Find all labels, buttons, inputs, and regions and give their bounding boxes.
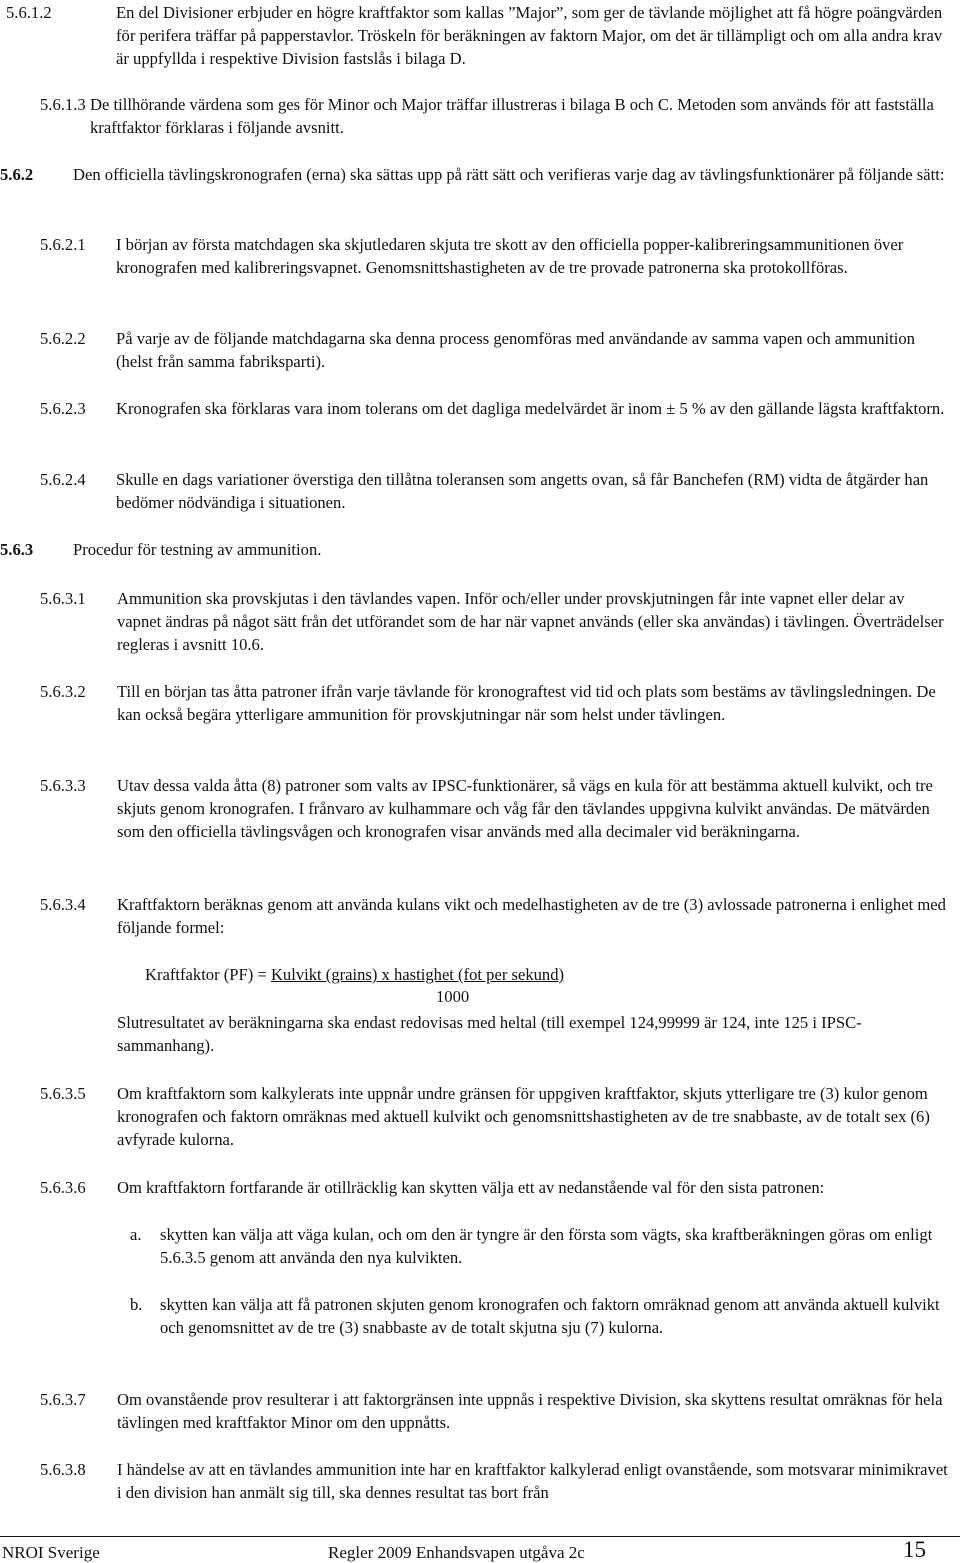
paragraph-text: I händelse av att en tävlandes ammunition inte har en kraftfaktor kalkylerad enligt ovanstående, som motsvarar minimikravet i den division han anmält sig till, ska dennes resultat tas bort från: [117, 1460, 948, 1503]
paragraph-text: På varje av de följande matchdagarna ska denna process genomföras med användande av samma vapen och ammunition (helst från samma fabriksparti).: [116, 329, 915, 372]
section-number: 5.6.3.5: [40, 1084, 86, 1103]
section-number: 5.6.2.2: [40, 329, 86, 348]
section-number: 5.6.1.2: [6, 3, 52, 22]
paragraph-text: Skulle en dags variationer överstiga den tillåtna toleransen som angetts ovan, så får Banchefen (RM) vidta de åtgärder han bedömer nödvändiga i situationen.: [116, 470, 929, 513]
paragraph-text: Procedur för testning av ammunition.: [73, 540, 322, 559]
option-letter: a.: [130, 1225, 142, 1244]
section-number: 5.6.2: [0, 165, 34, 184]
page-number: 15: [903, 1537, 926, 1562]
option-letter: b.: [130, 1295, 143, 1314]
paragraph-text: I början av första matchdagen ska skjutledaren skjuta tre skott av den officiella popper-kalibreringsammunitionen över kronografen med kalibreringsvapnet. Genomsnittshastigheten av de tre provade patronerna ska protokollföras.: [116, 235, 904, 278]
section-number: 5.6.3.3: [40, 776, 86, 795]
footer-document-title: Regler 2009 Enhandsvapen utgåva 2c: [328, 1543, 585, 1562]
power-factor-formula: [145, 963, 564, 986]
paragraph-text: Utav dessa valda åtta (8) patroner som valts av IPSC-funktionärer, så vägs en kula för att bestämma aktuell kulvikt, och tre skjuts genom kronografen. I frånvaro av kulhammare och våg får den tävlandes uppgivna kulvikt användas. De mätvärden som den officiella tävlingsvågen och kronografen visar används med alla decimaler vid beräkningarna.: [117, 776, 933, 842]
section-number: 5.6.3.2: [40, 682, 86, 701]
section-number: 5.6.2.4: [40, 470, 86, 489]
option-text: skytten kan välja att väga kulan, och om den är tyngre är den första som vägts, ska kraftberäkningen göras om enligt 5.6.3.5 genom att använda den nya kulvikten.: [160, 1225, 933, 1268]
paragraph-text: Till en början tas åtta patroner ifrån varje tävlande för kronograftest vid tid och plats som bestäms av tävlingsledningen. De kan också begära ytterligare ammunition för provskjutningar när som helst under tävlingen.: [117, 682, 936, 725]
formula-denominator: 1000: [436, 987, 470, 1006]
option-text: skytten kan välja att få patronen skjuten genom kronografen och faktorn omräknad genom att använda aktuell kulvikt och genomsnittet av de tre (3) snabbaste av de totalt skjutna sju (7) kulorna.: [160, 1295, 940, 1338]
paragraph-text: Om ovanstående prov resulterar i att faktorgränsen inte uppnås i respektive Division, ska skyttens resultat omräknas för hela tävlingen med kraftfaktor Minor om den uppnåtts.: [117, 1390, 943, 1433]
section-number: 5.6.3.4: [40, 895, 86, 914]
paragraph-text: Ammunition ska provskjutas i den tävlandes vapen. Inför och/eller under provskjutningen får inte vapnet eller delar av vapnet ändras på något sätt från det utförandet som de har när vapnet används (eller ska användas) i tävlingen. Överträdelser regleras i avsnitt 10.6.: [117, 589, 944, 655]
formula-numerator: Kulvikt (grains) x hastighet (fot per sekund): [270, 965, 565, 984]
paragraph-text: De tillhörande värdena som ges för Minor och Major träffar illustreras i bilaga B och C. Metoden som används för att fastställa kraftfaktor förklaras i följande avsnitt.: [90, 95, 934, 138]
paragraph-text: Om kraftfaktorn fortfarande är otillräcklig kan skytten välja ett av nedanstående val för den sista patronen:: [117, 1178, 825, 1197]
section-number: 5.6.3.8: [40, 1460, 86, 1479]
section-number: 5.6.2.3: [40, 399, 86, 418]
paragraph-text: Slutresultatet av beräkningarna ska endast redovisas med heltal (till exempel 124,99999 är 124, inte 125 i IPSC-sammanhang).: [117, 1013, 862, 1056]
paragraph-text: Den officiella tävlingskronografen (erna) ska sättas upp på rätt sätt och verifieras varje dag av tävlingsfunktionärer på följande sätt:: [73, 165, 945, 184]
section-number: 5.6.3.1: [40, 589, 86, 608]
paragraph-text: Om kraftfaktorn som kalkylerats inte uppnår undre gränsen för uppgiven kraftfaktor, skjuts ytterligare tre (3) kulor genom kronografen och faktorn omräknas med aktuell kulvikt och genomsnittshastigheten av de tre snabbaste, av de totalt sex (6) avfyrade kulorna.: [117, 1084, 930, 1150]
page-footer: [0, 1536, 960, 1563]
section-number: 5.6.3.7: [40, 1390, 86, 1409]
section-number: 5.6.1.3: [40, 95, 86, 114]
section-number: 5.6.3: [0, 540, 34, 559]
paragraph-text: Kraftfaktorn beräknas genom att använda kulans vikt och medelhastigheten av de tre (3) avlossade patronerna i enlighet med följande formel:: [117, 895, 946, 938]
section-number: 5.6.2.1: [40, 235, 86, 254]
paragraph-text: Kronografen ska förklaras vara inom tolerans om det dagliga medelvärdet är inom ± 5 % av den gällande lägsta kraftfaktorn.: [116, 399, 945, 418]
paragraph-text: En del Divisioner erbjuder en högre kraftfaktor som kallas ”Major”, som ger de tävlande möjlighet att få högre poängvärden för perifera träffar på papperstavlor. Tröskeln för beräkningen av faktorn Major, om det är tillämpligt och om alla andra krav är uppfyllda i respektive Division fastslås i bilaga D.: [116, 3, 943, 69]
section-number: 5.6.3.6: [40, 1178, 86, 1197]
formula-label: Kraftfaktor (PF) =: [145, 965, 271, 984]
footer-organization: NROI Sverige: [2, 1543, 100, 1562]
